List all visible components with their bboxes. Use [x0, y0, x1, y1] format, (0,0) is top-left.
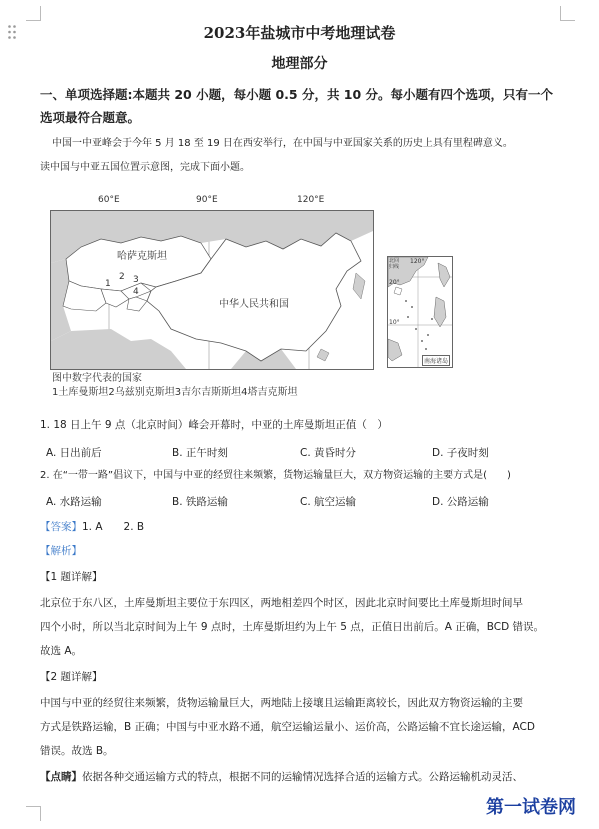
corner-mark-bottom-left: [26, 806, 41, 821]
corner-mark-top-right: [560, 6, 575, 21]
map-caption-1: 图中数字代表的国家: [52, 373, 142, 384]
question-1-stem: 1. 18 日上午 9 点（北京时间）峰会开幕时，中亚的土库曼斯坦正值（ ）: [40, 419, 388, 431]
q2-option-d: D. 公路运输: [432, 496, 489, 508]
page-title: 2023年盐城市中考地理试卷: [203, 24, 396, 42]
q2-option-a: A. 水路运输: [46, 496, 102, 508]
detail-1-line-3: 故选 A。: [40, 645, 83, 657]
map-number-1: 1: [105, 279, 111, 289]
q2-option-b: B. 铁路运输: [172, 496, 228, 508]
intro-line-1: 中国一中亚峰会于今年 5 月 18 至 19 日在西安举行，在中国与中亚国家关系的历史上具有里程碑意义。: [52, 138, 513, 149]
tip-line: [40, 766, 570, 788]
map-number-3: 3: [133, 275, 139, 285]
inset-label-20: 20°: [389, 279, 400, 286]
page-subtitle: 地理部分: [271, 56, 328, 72]
inset-label-10: 10°: [389, 319, 400, 326]
lon-label-60e: 60°E: [98, 195, 120, 205]
map-figure: [50, 210, 374, 370]
detail-1-line-2: 四个小时，所以当北京时间为上午 9 点时，土库曼斯坦约为上午 5 点，正值日出前后。A 正确，BCD 错误。: [40, 621, 545, 633]
inset-caption: 南海诸岛: [422, 355, 450, 366]
detail-2-line-2: 方式是铁路运输，B 正确；中国与中亚水路不通，航空运输运量小、运价高，公路运输不宜长途运输，ACD: [40, 721, 535, 733]
q1-option-b: B. 正午时刻: [172, 447, 228, 459]
detail-2-line-1: 中国与中亚的经贸往来频繁，货物运输量巨大，两地陆上接壤且运输距离较长，因此双方物资运输的主要: [40, 697, 523, 709]
inset-map-figure: [387, 256, 453, 368]
inset-label-lon: 120°: [410, 258, 425, 265]
map-drawing: [51, 211, 373, 369]
section-heading: 一、单项选择题:本题共 20 小题，每小题 0.5 分，共 10 分。每小题有四个选项，只有一个选项最符合题意。: [40, 87, 554, 125]
map-label-kazakhstan: 哈萨克斯坦: [117, 251, 167, 262]
detail-1-tag: 【1 题详解】: [40, 571, 103, 583]
q1-option-c: C. 黄昏时分: [300, 447, 357, 459]
intro-line-2: 读中国与中亚五国位置示意图，完成下面小题。: [40, 162, 250, 173]
map-number-2: 2: [119, 272, 125, 282]
lon-label-90e: 90°E: [196, 195, 218, 205]
answer-tag: 【答案】: [40, 521, 82, 533]
map-label-china: 中华人民共和国: [219, 299, 289, 310]
corner-mark-top-left: [26, 6, 41, 21]
tip-text: 依据各种交通运输方式的特点，根据不同的运输情况选择合适的运输方式。公路运输机动灵活、: [82, 771, 523, 783]
tip-tag: 【点睛】: [40, 771, 82, 783]
answer-text: 1. A 2. B: [82, 521, 145, 533]
detail-2-tag: 【2 题详解】: [40, 671, 103, 683]
map-number-4: 4: [133, 287, 139, 297]
inset-label-tropic: 北回归线: [389, 258, 400, 270]
map-caption-2: 1土库曼斯坦2乌兹别克斯坦3吉尔吉斯斯坦4塔吉克斯坦: [52, 387, 298, 398]
q2-option-c: C. 航空运输: [300, 496, 357, 508]
analysis-tag: 【解析】: [40, 545, 82, 557]
q1-option-d: D. 子夜时刻: [432, 447, 489, 459]
question-2-stem: 2. 在“一带一路”倡议下，中国与中亚的经贸往来频繁，货物运输量巨大，双方物资运输的主要方式是( ): [40, 470, 511, 481]
answer-line: [40, 516, 560, 538]
detail-1-line-1: 北京位于东八区，土库曼斯坦主要位于东四区，两地相差四个时区，因此北京时间要比土库曼斯坦时间早: [40, 597, 523, 609]
watermark-logo: 第一试卷网: [486, 797, 576, 818]
detail-2-line-3: 错误。故选 B。: [40, 745, 114, 757]
inset-map-drawing: [388, 257, 452, 367]
lon-label-120e: 120°E: [297, 195, 325, 205]
q1-option-a: A. 日出前后: [46, 447, 102, 459]
